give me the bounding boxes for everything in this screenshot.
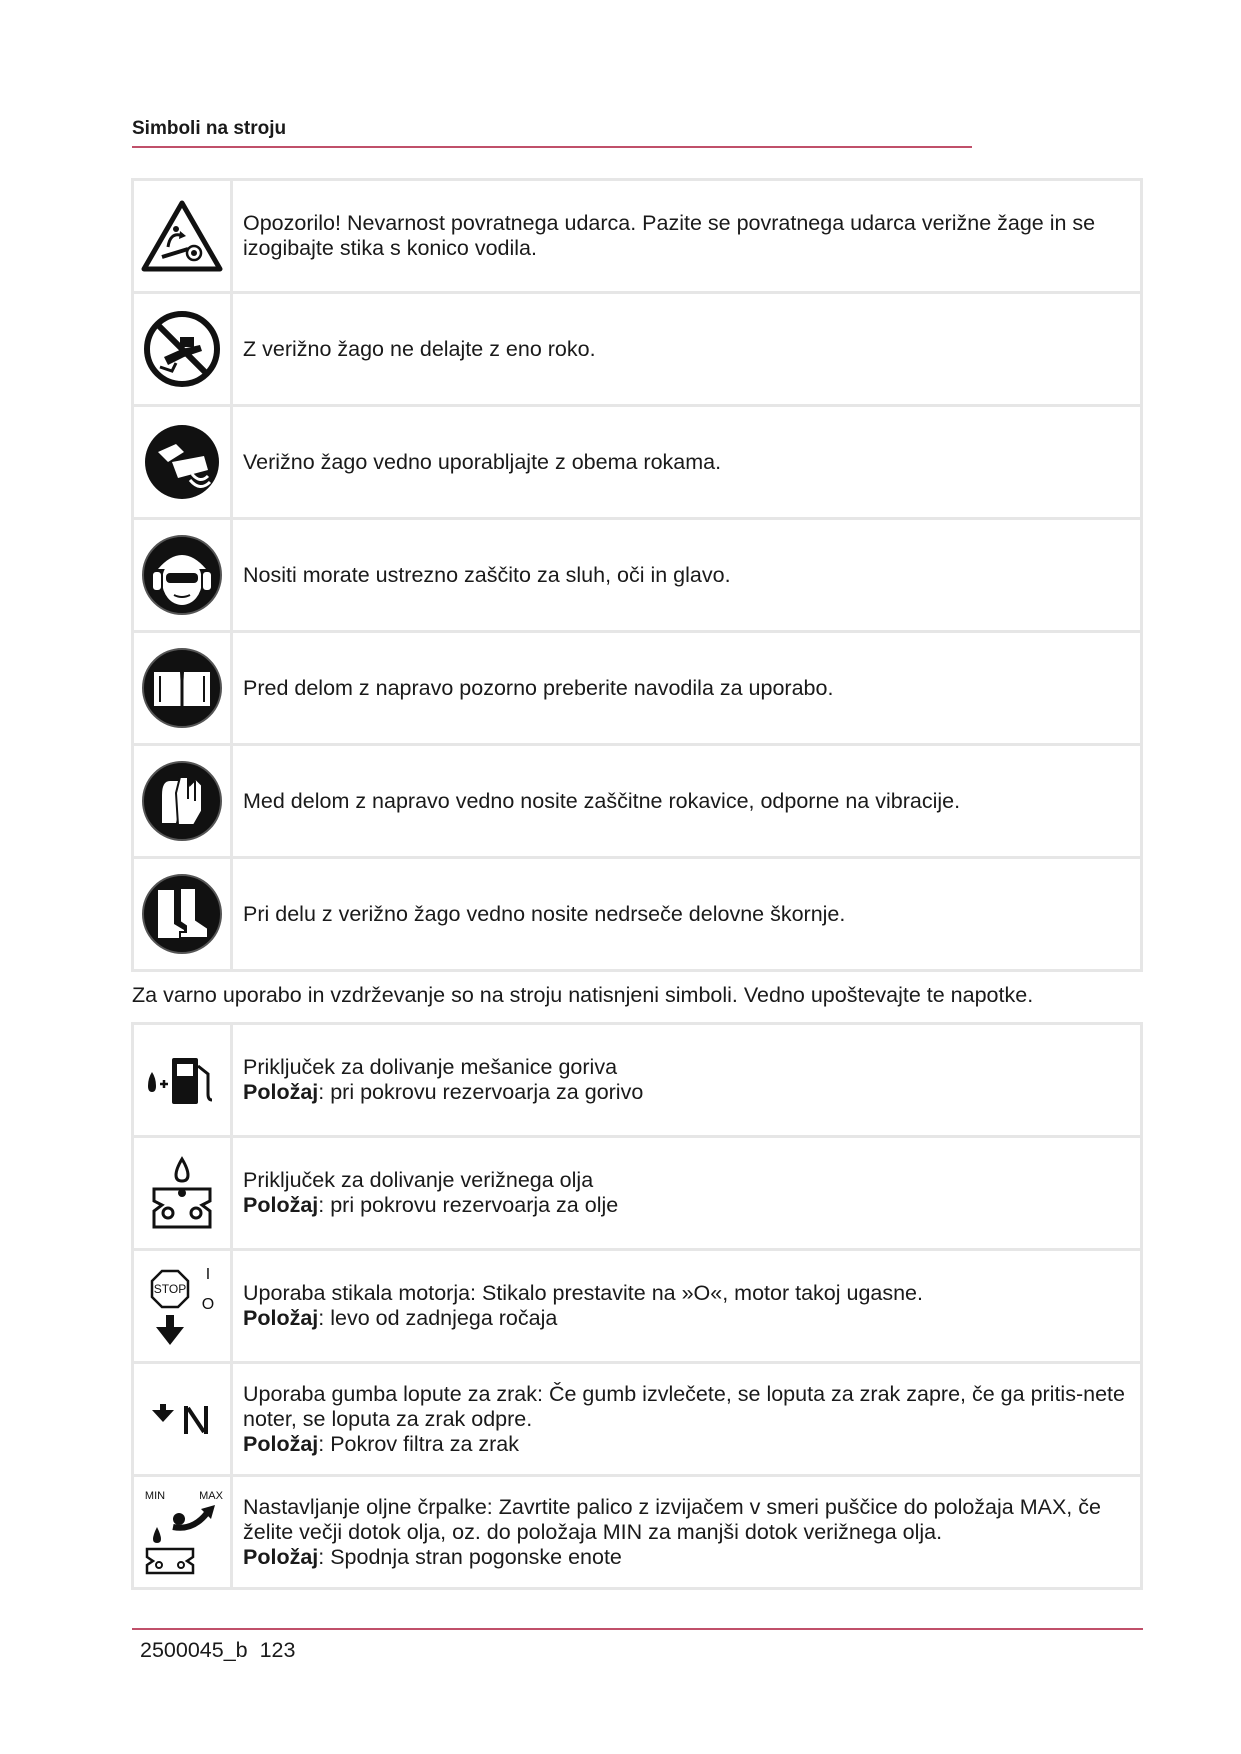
table-row	[133, 745, 1142, 858]
symbol-position	[243, 1545, 1128, 1570]
icon-cell	[133, 858, 232, 971]
symbol-name: Priključek za dolivanje verižnega olja	[243, 1168, 594, 1192]
position-value: : pri pokrovu rezervoarja za gorivo	[318, 1080, 644, 1104]
symbol-description: Z verižno žago ne delajte z eno roko.	[232, 293, 1142, 406]
footer-divider	[132, 1628, 1143, 1630]
header-divider	[132, 146, 972, 148]
position-label: Položaj	[243, 1431, 319, 1456]
symbol-description: Opozorilo! Nevarnost povratnega udarca. Pazite se povratnega udarca verižne žage in se izogibajte stika s konico vodila.	[232, 180, 1142, 293]
icon-cell	[133, 1363, 232, 1476]
kickback-warning-icon	[140, 199, 224, 273]
table-row	[133, 180, 1142, 293]
table-row	[133, 1024, 1142, 1137]
symbol-description: Verižno žago vedno uporabljajte z obema rokama.	[232, 406, 1142, 519]
position-value: : levo od zadnjega ročaja	[318, 1306, 558, 1330]
fuel-mix-icon	[140, 1050, 224, 1110]
symbol-description	[232, 1024, 1142, 1137]
page-number: 123	[259, 1638, 296, 1662]
symbol-description: Pri delu z verižno žago vedno nosite nedrseče delovne škornje.	[232, 858, 1142, 971]
symbol-position	[243, 1080, 1128, 1105]
position-value: : pri pokrovu rezervoarja za olje	[318, 1193, 619, 1217]
safety-symbols-table	[131, 178, 1143, 972]
table-row	[133, 632, 1142, 745]
icon-cell	[133, 1250, 232, 1363]
symbol-name: Uporaba stikala motorja: Stikalo prestavite na »O«, motor takoj ugasne.	[243, 1281, 923, 1305]
symbol-description	[232, 1363, 1142, 1476]
position-label: Položaj	[243, 1544, 319, 1569]
symbol-position	[243, 1193, 1128, 1218]
position-value: : Pokrov filtra za zrak	[318, 1431, 519, 1456]
icon-cell	[133, 519, 232, 632]
symbol-name: Uporaba gumba lopute za zrak: Če gumb izvlečete, se loputa za zrak zapre, če ga pritis-nete noter, se loputa za zrak odpre.	[243, 1381, 1125, 1431]
gloves-icon	[140, 759, 224, 843]
oil-pump-adjust-icon	[137, 1487, 227, 1577]
read-manual-icon	[140, 646, 224, 730]
chain-oil-icon	[140, 1153, 224, 1233]
table-row	[133, 519, 1142, 632]
stop-switch-icon	[140, 1261, 224, 1351]
symbol-description: Med delom z napravo vedno nosite zaščitne rokavice, odporne na vibracije.	[232, 745, 1142, 858]
page-footer	[140, 1638, 295, 1663]
symbol-position	[243, 1432, 1128, 1457]
symbol-description	[232, 1476, 1142, 1589]
choke-icon	[140, 1394, 224, 1444]
symbol-description: Pred delom z napravo pozorno preberite navodila za uporabo.	[232, 632, 1142, 745]
table-row	[133, 293, 1142, 406]
icon-cell	[133, 1476, 232, 1589]
symbol-description	[232, 1250, 1142, 1363]
no-one-hand-operation-icon	[142, 309, 222, 389]
symbol-description: Nositi morate ustrezno zaščito za sluh, oči in glavo.	[232, 519, 1142, 632]
table-row	[133, 406, 1142, 519]
stop-label: STOP	[153, 1282, 187, 1296]
position-label: Položaj	[243, 1080, 319, 1104]
icon-cell	[133, 293, 232, 406]
head-protection-icon	[140, 533, 224, 617]
document-id: 2500045_b	[140, 1638, 248, 1662]
min-label: MIN	[144, 1490, 166, 1502]
icon-cell	[133, 406, 232, 519]
section-title: Simboli na stroju	[132, 118, 287, 139]
machine-symbols-table	[131, 1022, 1143, 1590]
off-label: O	[201, 1296, 215, 1313]
table-row	[133, 858, 1142, 971]
max-label: MAX	[199, 1490, 223, 1502]
boots-icon	[140, 872, 224, 956]
on-label: I	[205, 1266, 211, 1283]
symbol-description	[232, 1137, 1142, 1250]
icon-cell	[133, 745, 232, 858]
intro-text: Za varno uporabo in vzdrževanje so na stroju natisnjeni simboli. Vedno upoštevajte te napotke.	[132, 983, 1034, 1007]
icon-cell	[133, 1137, 232, 1250]
icon-cell	[133, 632, 232, 745]
symbol-name: Priključek za dolivanje mešanice goriva	[243, 1055, 618, 1079]
position-label: Položaj	[243, 1193, 319, 1217]
table-row	[133, 1250, 1142, 1363]
position-value: : Spodnja stran pogonske enote	[318, 1544, 622, 1569]
icon-cell	[133, 1024, 232, 1137]
position-label: Položaj	[243, 1306, 319, 1330]
symbol-name: Nastavljanje oljne črpalke: Zavrtite palico z izvijačem v smeri puščice do položaja MAX, če želite večji dotok olja, oz. do položaja MIN za manjši dotok verižnega olja.	[243, 1494, 1101, 1544]
table-row	[133, 1137, 1142, 1250]
table-row	[133, 1476, 1142, 1589]
icon-cell	[133, 180, 232, 293]
symbol-position	[243, 1306, 1128, 1331]
table-row	[133, 1363, 1142, 1476]
two-hand-operation-icon	[142, 422, 222, 502]
